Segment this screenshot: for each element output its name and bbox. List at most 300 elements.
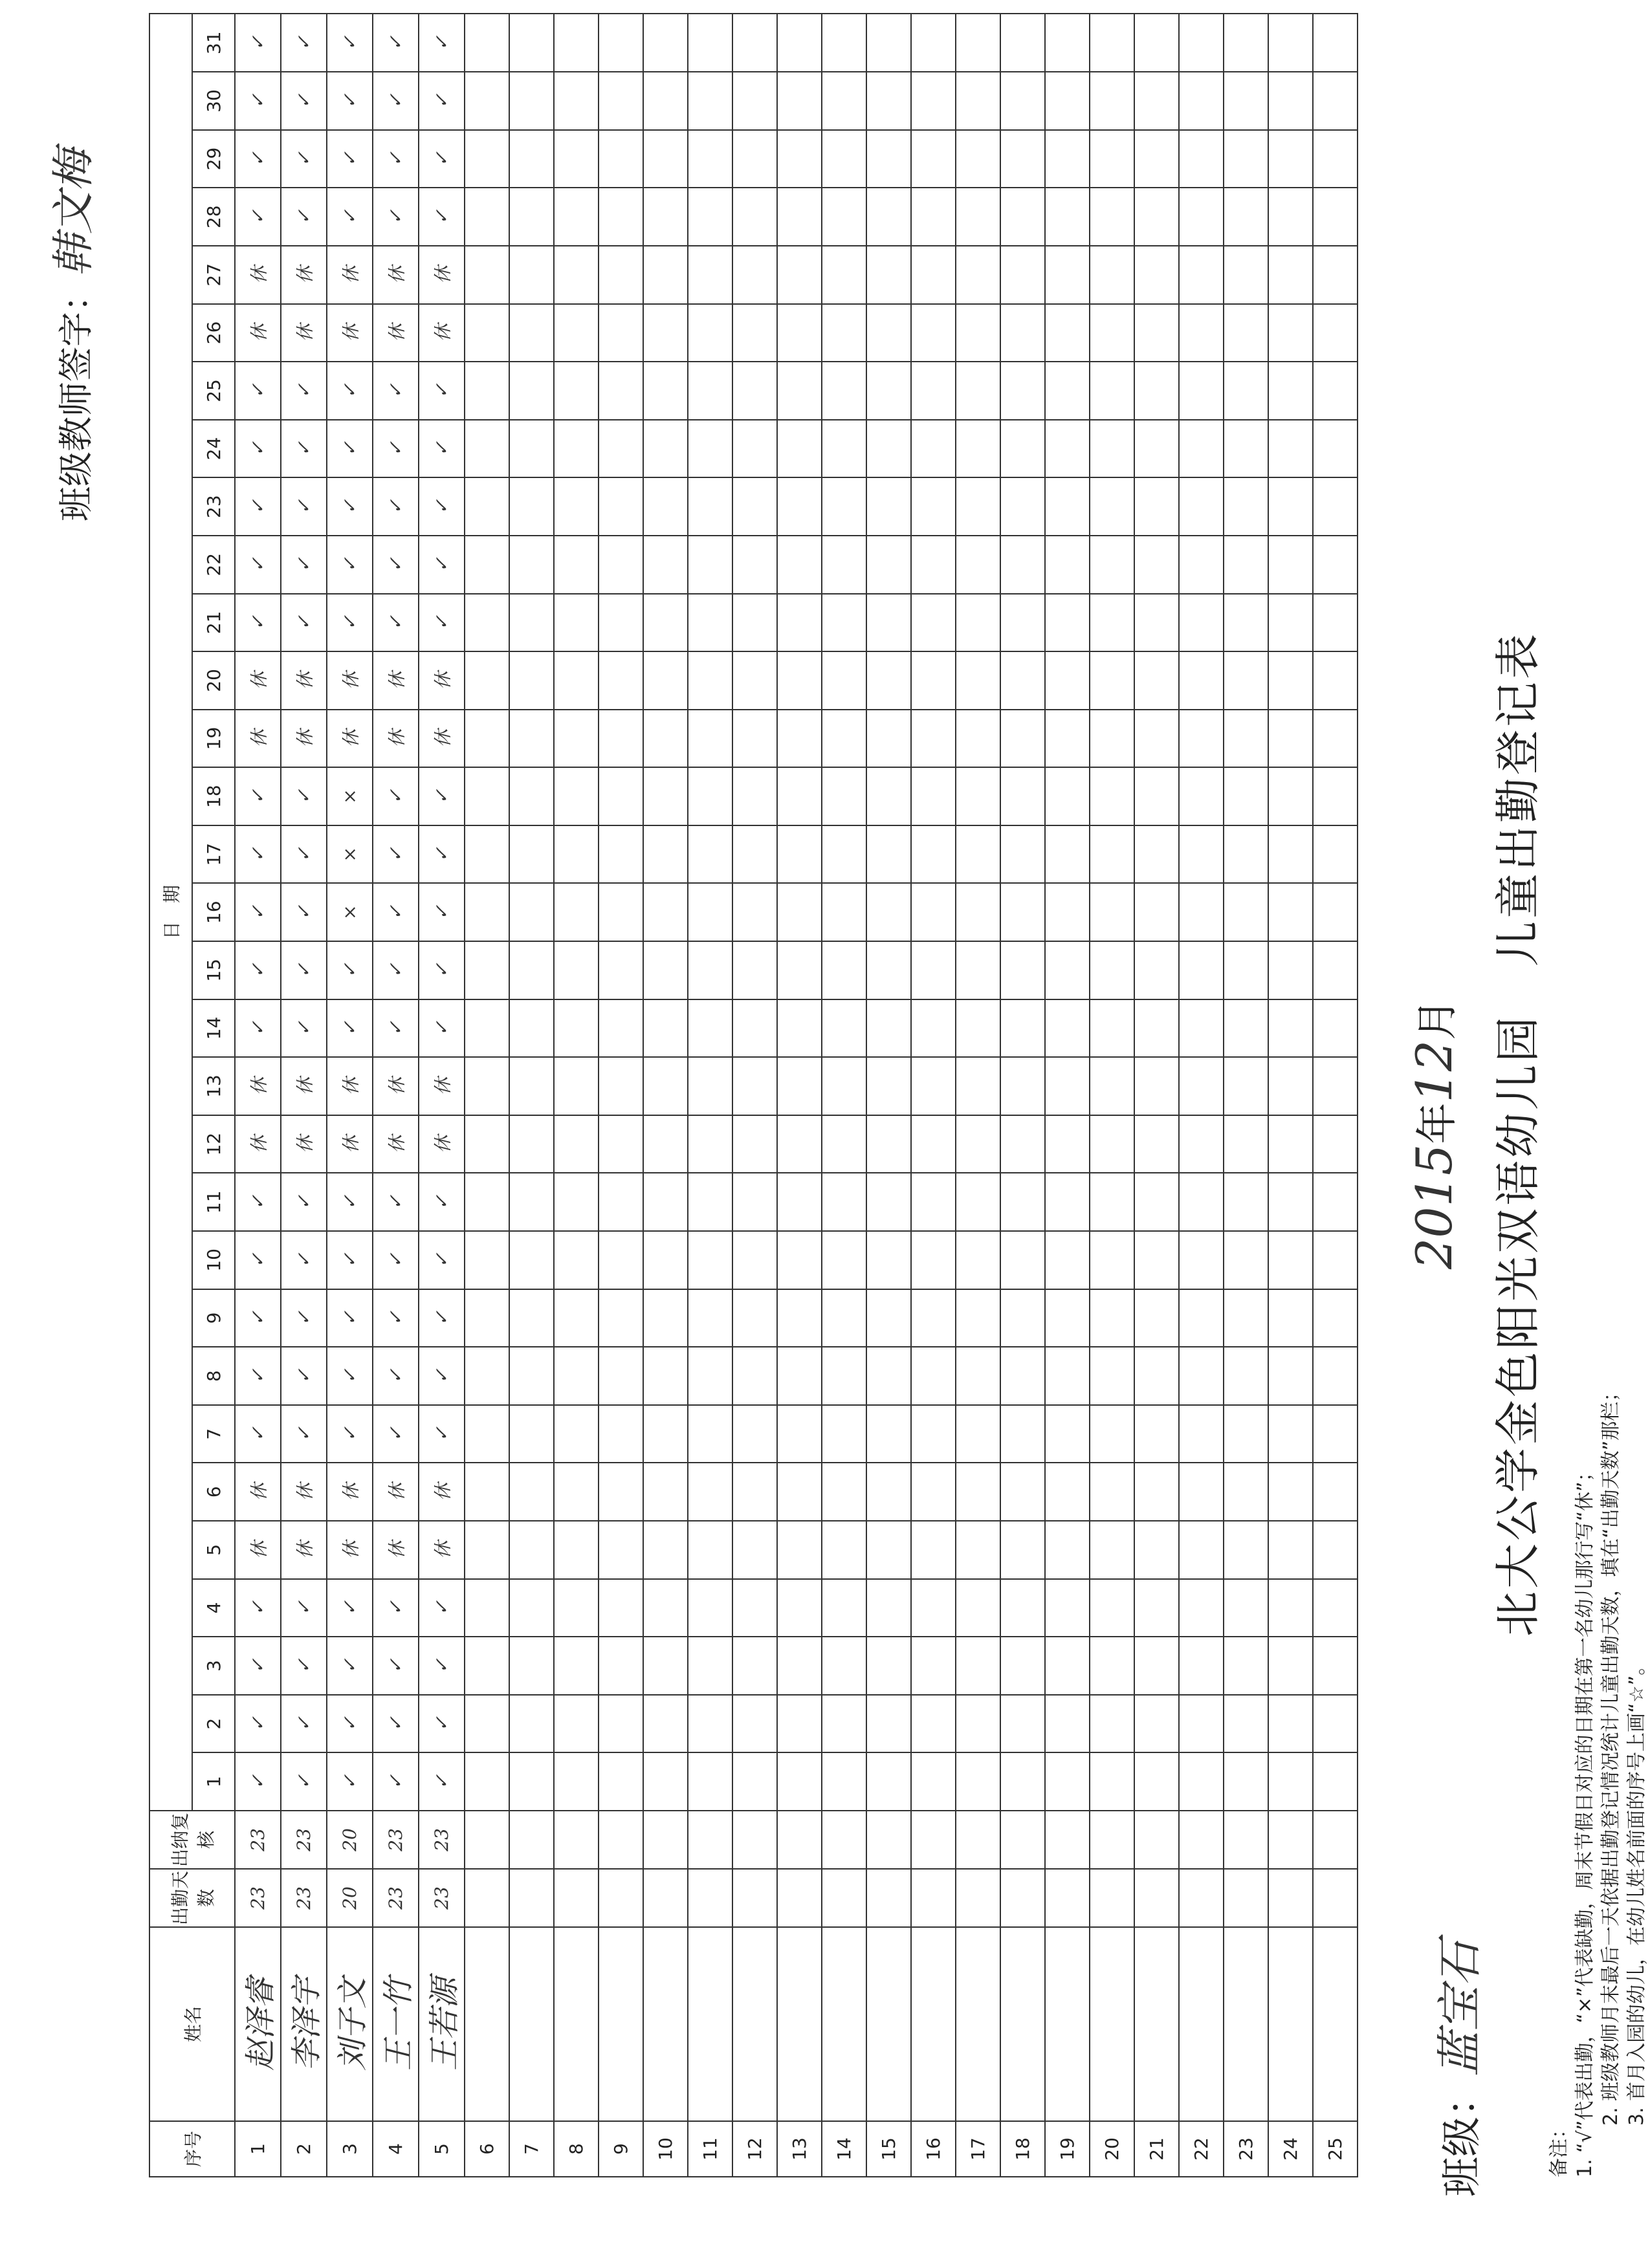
empty-cell [732, 1869, 777, 1927]
empty-cell [643, 1521, 688, 1579]
empty-cell [1268, 1869, 1313, 1927]
empty-cell [1134, 1405, 1179, 1463]
empty-cell [599, 1637, 643, 1695]
empty-cell [1045, 362, 1090, 420]
empty-cell [1000, 941, 1045, 999]
empty-cell [465, 1173, 509, 1231]
row-number: 14 [822, 2121, 866, 2177]
attendance-mark: ✓ [281, 1231, 327, 1289]
empty-cell [599, 72, 643, 130]
attendance-days: 23 [235, 1869, 281, 1927]
empty-cell [1268, 72, 1313, 130]
empty-cell [777, 362, 822, 420]
attendance-mark: ✓ [281, 477, 327, 536]
empty-cell [956, 710, 1000, 768]
attendance-mark: 休 [373, 1463, 419, 1521]
empty-cell [911, 767, 956, 825]
empty-cell [465, 884, 509, 942]
header-review: 出纳复核 [149, 1811, 235, 1869]
empty-cell [732, 884, 777, 942]
attendance-mark: ✓ [419, 825, 465, 884]
empty-cell [509, 825, 554, 884]
empty-cell [509, 246, 554, 304]
empty-cell [1134, 1811, 1179, 1869]
attendance-mark: ✓ [373, 825, 419, 884]
empty-cell [911, 477, 956, 536]
empty-cell [1179, 477, 1224, 536]
empty-cell [599, 999, 643, 1058]
empty-cell [554, 420, 599, 478]
empty-cell [465, 477, 509, 536]
empty-cell [866, 1869, 911, 1927]
empty-cell [1179, 1521, 1224, 1579]
attendance-mark: 休 [327, 1115, 373, 1173]
empty-cell [1179, 1463, 1224, 1521]
attendance-mark: ✓ [419, 1637, 465, 1695]
empty-cell [732, 1521, 777, 1579]
empty-cell [465, 1521, 509, 1579]
empty-cell [1224, 1869, 1268, 1927]
empty-cell [688, 477, 732, 536]
empty-cell [509, 767, 554, 825]
empty-cell [866, 304, 911, 362]
empty-cell [509, 1463, 554, 1521]
empty-cell [554, 477, 599, 536]
empty-cell [1000, 884, 1045, 942]
empty-cell [509, 72, 554, 130]
empty-cell [1045, 188, 1090, 246]
attendance-mark: ✓ [327, 1695, 373, 1753]
empty-cell [1045, 536, 1090, 594]
row-number: 10 [643, 2121, 688, 2177]
empty-cell [822, 1695, 866, 1753]
row-number: 22 [1179, 2121, 1224, 2177]
empty-cell [956, 420, 1000, 478]
attendance-mark: 休 [235, 1521, 281, 1579]
empty-cell [777, 536, 822, 594]
attendance-mark: 休 [373, 246, 419, 304]
review-days: 23 [281, 1811, 327, 1869]
day-header: 4 [192, 1579, 235, 1637]
attendance-mark: ✓ [373, 999, 419, 1058]
empty-cell [1179, 72, 1224, 130]
day-header: 29 [192, 130, 235, 188]
empty-cell [1268, 420, 1313, 478]
day-header: 6 [192, 1463, 235, 1521]
empty-cell [1045, 1463, 1090, 1521]
empty-cell [777, 710, 822, 768]
empty-cell [1134, 1637, 1179, 1695]
empty-cell [822, 1173, 866, 1231]
attendance-mark: ✓ [373, 1695, 419, 1753]
empty-cell [1313, 1811, 1358, 1869]
empty-cell [1045, 1811, 1090, 1869]
empty-cell [599, 1115, 643, 1173]
class-field [1424, 1941, 1489, 2197]
empty-cell [688, 1521, 732, 1579]
attendance-mark: 休 [281, 1115, 327, 1173]
empty-cell [1000, 1695, 1045, 1753]
empty-cell [554, 941, 599, 999]
day-header: 30 [192, 72, 235, 130]
empty-cell [509, 884, 554, 942]
empty-cell [465, 362, 509, 420]
empty-cell [911, 884, 956, 942]
empty-cell [688, 1289, 732, 1347]
empty-cell [866, 188, 911, 246]
empty-cell [777, 188, 822, 246]
empty-cell [1134, 1347, 1179, 1405]
empty-cell [1268, 1173, 1313, 1231]
empty-cell [911, 999, 956, 1058]
empty-cell [866, 884, 911, 942]
empty-cell [866, 1695, 911, 1753]
row-number: 17 [956, 2121, 1000, 2177]
table-row [732, 14, 777, 2177]
row-number: 21 [1134, 2121, 1179, 2177]
empty-cell [509, 1289, 554, 1347]
empty-cell [1045, 1752, 1090, 1811]
empty-cell [1000, 710, 1045, 768]
empty-cell [1090, 304, 1134, 362]
empty-cell [866, 1173, 911, 1231]
empty-cell [911, 1637, 956, 1695]
empty-cell [822, 304, 866, 362]
attendance-mark: × [327, 884, 373, 942]
empty-cell [777, 1637, 822, 1695]
empty-cell [1179, 1579, 1224, 1637]
empty-cell [956, 941, 1000, 999]
table-row [235, 14, 281, 2177]
table-row [1313, 14, 1358, 2177]
empty-cell [956, 767, 1000, 825]
empty-cell [956, 1405, 1000, 1463]
empty-cell [599, 1927, 643, 2121]
empty-cell [1045, 710, 1090, 768]
empty-cell [554, 362, 599, 420]
empty-cell [1000, 594, 1045, 652]
day-header: 18 [192, 767, 235, 825]
table-row [465, 14, 509, 2177]
empty-cell [643, 767, 688, 825]
empty-cell [554, 536, 599, 594]
attendance-mark: ✓ [419, 362, 465, 420]
empty-cell [643, 1869, 688, 1927]
empty-cell [732, 477, 777, 536]
empty-cell [1090, 72, 1134, 130]
empty-cell [822, 1637, 866, 1695]
empty-cell [688, 304, 732, 362]
empty-cell [956, 1289, 1000, 1347]
empty-cell [688, 246, 732, 304]
empty-cell [1090, 420, 1134, 478]
attendance-mark: ✓ [281, 1579, 327, 1637]
empty-cell [1224, 767, 1268, 825]
empty-cell [465, 999, 509, 1058]
review-days: 23 [419, 1811, 465, 1869]
empty-cell [1090, 14, 1134, 72]
attendance-mark: 休 [281, 651, 327, 710]
table-row [1179, 14, 1224, 2177]
empty-cell [732, 188, 777, 246]
empty-cell [1179, 536, 1224, 594]
empty-cell [1000, 1811, 1045, 1869]
row-number: 25 [1313, 2121, 1358, 2177]
empty-cell [1045, 594, 1090, 652]
empty-cell [822, 884, 866, 942]
empty-cell [732, 1811, 777, 1869]
empty-cell [1000, 1347, 1045, 1405]
empty-cell [1224, 825, 1268, 884]
empty-cell [911, 1927, 956, 2121]
empty-cell [777, 246, 822, 304]
empty-cell [1313, 1115, 1358, 1173]
attendance-mark: ✓ [373, 941, 419, 999]
row-number: 8 [554, 2121, 599, 2177]
empty-cell [465, 72, 509, 130]
empty-cell [1224, 651, 1268, 710]
empty-cell [1000, 651, 1045, 710]
attendance-mark: ✓ [281, 420, 327, 478]
empty-cell [956, 1695, 1000, 1753]
empty-cell [688, 1869, 732, 1927]
header-no: 序号 [149, 2121, 235, 2177]
empty-cell [911, 1579, 956, 1637]
attendance-mark: ✓ [235, 1579, 281, 1637]
empty-cell [465, 1695, 509, 1753]
empty-cell [1268, 767, 1313, 825]
empty-cell [599, 1405, 643, 1463]
attendance-mark: ✓ [281, 999, 327, 1058]
empty-cell [465, 1637, 509, 1695]
empty-cell [1045, 999, 1090, 1058]
empty-cell [1179, 941, 1224, 999]
attendance-mark: ✓ [281, 1173, 327, 1231]
empty-cell [1090, 1521, 1134, 1579]
empty-cell [1313, 1637, 1358, 1695]
attendance-mark: ✓ [327, 941, 373, 999]
empty-cell [1313, 304, 1358, 362]
empty-cell [465, 1289, 509, 1347]
empty-cell [1134, 767, 1179, 825]
empty-cell [1313, 1405, 1358, 1463]
empty-cell [465, 188, 509, 246]
empty-cell [599, 1231, 643, 1289]
empty-cell [1045, 1115, 1090, 1173]
empty-cell [732, 1752, 777, 1811]
table-row [1090, 14, 1134, 2177]
empty-cell [554, 1173, 599, 1231]
empty-cell [1179, 1869, 1224, 1927]
attendance-mark: 休 [327, 1463, 373, 1521]
attendance-mark: ✓ [419, 999, 465, 1058]
table-row [599, 14, 643, 2177]
empty-cell [643, 72, 688, 130]
empty-cell [777, 1869, 822, 1927]
empty-cell [1045, 825, 1090, 884]
empty-cell [1268, 710, 1313, 768]
empty-cell [643, 188, 688, 246]
empty-cell [1045, 477, 1090, 536]
empty-cell [554, 1752, 599, 1811]
empty-cell [1179, 1173, 1224, 1231]
empty-cell [822, 130, 866, 188]
empty-cell [509, 1521, 554, 1579]
empty-cell [777, 767, 822, 825]
attendance-mark: 休 [419, 1463, 465, 1521]
empty-cell [1179, 1752, 1224, 1811]
attendance-mark: ✓ [419, 767, 465, 825]
attendance-mark: 休 [373, 651, 419, 710]
row-number: 23 [1224, 2121, 1268, 2177]
empty-cell [688, 651, 732, 710]
empty-cell [1134, 1695, 1179, 1753]
empty-cell [1224, 999, 1268, 1058]
empty-cell [509, 1231, 554, 1289]
empty-cell [1000, 1752, 1045, 1811]
empty-cell [554, 1521, 599, 1579]
empty-cell [1090, 710, 1134, 768]
attendance-mark: 休 [419, 304, 465, 362]
empty-cell [688, 1115, 732, 1173]
empty-cell [554, 1637, 599, 1695]
empty-cell [1313, 246, 1358, 304]
empty-cell [1224, 1579, 1268, 1637]
empty-cell [599, 1173, 643, 1231]
day-header: 1 [192, 1752, 235, 1811]
attendance-mark: ✓ [419, 536, 465, 594]
day-header: 17 [192, 825, 235, 884]
table-row [643, 14, 688, 2177]
empty-cell [1224, 594, 1268, 652]
empty-cell [1134, 130, 1179, 188]
attendance-mark: × [327, 767, 373, 825]
empty-cell [732, 710, 777, 768]
attendance-mark: 休 [235, 651, 281, 710]
empty-cell [1179, 767, 1224, 825]
empty-cell [1134, 999, 1179, 1058]
empty-cell [1313, 1869, 1358, 1927]
empty-cell [465, 1347, 509, 1405]
empty-cell [1090, 1752, 1134, 1811]
empty-cell [956, 1637, 1000, 1695]
empty-cell [688, 362, 732, 420]
empty-cell [554, 304, 599, 362]
attendance-mark: ✓ [373, 1231, 419, 1289]
day-header: 13 [192, 1057, 235, 1115]
empty-cell [509, 651, 554, 710]
empty-cell [866, 1289, 911, 1347]
empty-cell [866, 1521, 911, 1579]
empty-cell [1268, 1811, 1313, 1869]
empty-cell [866, 1752, 911, 1811]
empty-cell [911, 1231, 956, 1289]
day-header: 15 [192, 941, 235, 999]
empty-cell [732, 1637, 777, 1695]
empty-cell [554, 1289, 599, 1347]
review-days: 20 [327, 1811, 373, 1869]
empty-cell [956, 651, 1000, 710]
day-header: 10 [192, 1231, 235, 1289]
row-number: 2 [281, 2121, 327, 2177]
child-name: 赵泽睿 [235, 1927, 281, 2121]
empty-cell [732, 1695, 777, 1753]
attendance-mark: ✓ [327, 536, 373, 594]
empty-cell [1134, 1927, 1179, 2121]
day-header: 31 [192, 14, 235, 72]
empty-cell [1313, 999, 1358, 1058]
header-days: 出勤天数 [149, 1869, 235, 1927]
empty-cell [732, 767, 777, 825]
empty-cell [509, 130, 554, 188]
empty-cell [1045, 1405, 1090, 1463]
attendance-mark: ✓ [235, 1231, 281, 1289]
empty-cell [1000, 362, 1045, 420]
empty-cell [643, 1173, 688, 1231]
empty-cell [1313, 536, 1358, 594]
empty-cell [1134, 1115, 1179, 1173]
empty-cell [866, 1057, 911, 1115]
day-header: 26 [192, 304, 235, 362]
attendance-mark: 休 [281, 710, 327, 768]
empty-cell [777, 1115, 822, 1173]
attendance-mark: 休 [235, 246, 281, 304]
empty-cell [732, 304, 777, 362]
empty-cell [1134, 536, 1179, 594]
note-line: 2. 班级教师月末最后一天依据出勤登记情况统计儿童出勤天数，填在“出勤天数”那栏； [1600, 1382, 1622, 2126]
empty-cell [554, 825, 599, 884]
empty-cell [688, 594, 732, 652]
empty-cell [643, 1637, 688, 1695]
empty-cell [1090, 1289, 1134, 1347]
empty-cell [1045, 304, 1090, 362]
attendance-mark: ✓ [327, 1752, 373, 1811]
empty-cell [1313, 1521, 1358, 1579]
empty-cell [1134, 1463, 1179, 1521]
attendance-mark: ✓ [235, 130, 281, 188]
attendance-mark: 休 [373, 1057, 419, 1115]
empty-cell [509, 1752, 554, 1811]
empty-cell [1179, 1057, 1224, 1115]
empty-cell [509, 188, 554, 246]
empty-cell [599, 1752, 643, 1811]
attendance-mark: ✓ [419, 1173, 465, 1231]
empty-cell [866, 1927, 911, 2121]
empty-cell [732, 72, 777, 130]
empty-cell [956, 1521, 1000, 1579]
empty-cell [465, 1927, 509, 2121]
empty-cell [1000, 536, 1045, 594]
empty-cell [1090, 1869, 1134, 1927]
empty-cell [509, 999, 554, 1058]
attendance-mark: ✓ [373, 362, 419, 420]
table-row [1000, 14, 1045, 2177]
empty-cell [911, 72, 956, 130]
empty-cell [911, 246, 956, 304]
empty-cell [956, 1463, 1000, 1521]
teacher-signature: 韩文梅 [49, 149, 98, 277]
attendance-mark: ✓ [235, 1289, 281, 1347]
empty-cell [643, 1347, 688, 1405]
empty-cell [1045, 246, 1090, 304]
attendance-mark: ✓ [281, 941, 327, 999]
empty-cell [1313, 72, 1358, 130]
empty-cell [599, 130, 643, 188]
table-row [688, 14, 732, 2177]
empty-cell [688, 1231, 732, 1289]
empty-cell [554, 1057, 599, 1115]
empty-cell [1134, 884, 1179, 942]
